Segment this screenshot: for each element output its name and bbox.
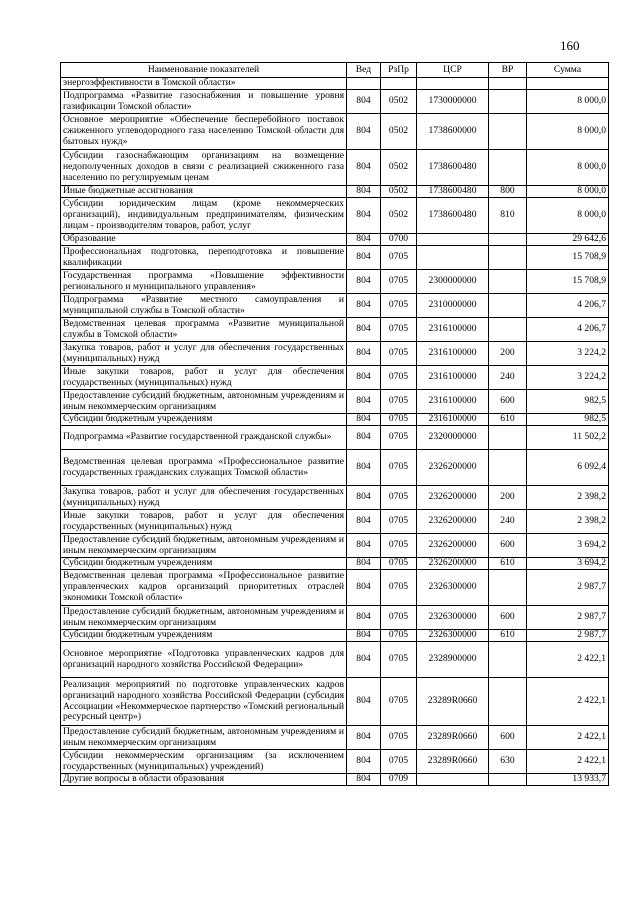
cell-sum: 2 422,1 [527,726,609,750]
cell-csr: 2316100000 [417,318,489,342]
cell-sum: 4 206,7 [527,294,609,318]
cell-csr: 2326200000 [417,558,489,570]
table-row [61,186,609,198]
cell-rzpr: 0709 [381,774,417,786]
table-row [61,270,609,294]
cell-vr [489,78,527,90]
cell-csr [417,774,489,786]
cell-sum: 29 642,6 [527,234,609,246]
cell-vr [489,318,527,342]
cell-csr [417,78,489,90]
table-row [61,678,609,726]
cell-rzpr: 0502 [381,114,417,150]
budget-table [60,62,609,786]
cell-rzpr: 0705 [381,534,417,558]
table-row [61,726,609,750]
cell-ved: 804 [347,486,381,510]
header-vr: ВР [489,63,527,78]
cell-csr [417,234,489,246]
cell-vr: 200 [489,342,527,366]
cell-ved: 804 [347,90,381,114]
cell-rzpr: 0705 [381,558,417,570]
cell-rzpr: 0502 [381,90,417,114]
cell-sum: 2 422,1 [527,678,609,726]
cell-vr [489,426,527,450]
table-row [61,318,609,342]
cell-name: Ведомственная целевая программа «Развитие муниципальной службы в Томской области» [61,318,347,342]
cell-ved: 804 [347,390,381,414]
cell-name: Реализация мероприятий по подготовке управленческих кадров организаций народного хозяйства Российской Федерации (субсидия Ассоциации «Некоммерческое партнерство «Томский региональный ресурсный центр») [61,678,347,726]
cell-sum: 2 987,7 [527,606,609,630]
table-row [61,426,609,450]
cell-ved: 804 [347,414,381,426]
cell-ved: 804 [347,114,381,150]
cell-ved [347,78,381,90]
cell-name: Предоставление субсидий бюджетным, автономным учреждениям и иным некоммерческим организациям [61,390,347,414]
cell-ved: 804 [347,234,381,246]
cell-sum: 8 000,0 [527,186,609,198]
cell-sum: 2 398,2 [527,486,609,510]
cell-name: Другие вопросы в области образования [61,774,347,786]
cell-sum: 3 694,2 [527,534,609,558]
table-row [61,510,609,534]
cell-vr: 610 [489,414,527,426]
cell-rzpr: 0705 [381,390,417,414]
page-number: 160 [560,38,580,53]
header-rzpr: РзПр [381,63,417,78]
cell-csr: 2326300000 [417,630,489,642]
cell-csr: 23289R0660 [417,750,489,774]
cell-ved: 804 [347,558,381,570]
cell-name: Предоставление субсидий бюджетным, автономным учреждениям и иным некоммерческим организациям [61,606,347,630]
cell-name: Основное мероприятие «Подготовка управленческих кадров для организаций народного хозяйства Российской Федерации» [61,642,347,678]
cell-ved: 804 [347,774,381,786]
cell-ved: 804 [347,678,381,726]
cell-vr [489,246,527,270]
table-row [61,414,609,426]
cell-ved: 804 [347,450,381,486]
cell-csr: 2316100000 [417,366,489,390]
table-row [61,78,609,90]
cell-rzpr: 0502 [381,150,417,186]
cell-name: Предоставление субсидий бюджетным, автономным учреждениям и иным некоммерческим организациям [61,534,347,558]
cell-ved: 804 [347,510,381,534]
cell-csr: 2326200000 [417,486,489,510]
cell-sum [527,78,609,90]
cell-name: Субсидии бюджетным учреждениям [61,630,347,642]
cell-csr: 2300000000 [417,270,489,294]
table-row [61,390,609,414]
cell-name: Подпрограмма «Развитие государственной гражданской службы» [61,426,347,450]
cell-ved: 804 [347,318,381,342]
cell-ved: 804 [347,366,381,390]
cell-name: Иные закупки товаров, работ и услуг для обеспечения государственных (муниципальных) нужд [61,510,347,534]
table-row [61,534,609,558]
cell-rzpr: 0502 [381,198,417,234]
cell-rzpr: 0705 [381,294,417,318]
table-row [61,606,609,630]
cell-vr: 600 [489,390,527,414]
cell-csr: 1730000000 [417,90,489,114]
cell-ved: 804 [347,750,381,774]
cell-vr: 600 [489,726,527,750]
table-row [61,486,609,510]
table-row [61,774,609,786]
cell-rzpr: 0502 [381,186,417,198]
cell-name: Субсидии газоснабжающим организациям на возмещение недополученных доходов в связи с реализацией сжиженного газа населению по регулируемым ценам [61,150,347,186]
cell-sum: 2 422,1 [527,750,609,774]
cell-ved: 804 [347,294,381,318]
cell-csr: 2316100000 [417,390,489,414]
table-row [61,450,609,486]
cell-vr [489,270,527,294]
cell-sum: 3 224,2 [527,342,609,366]
cell-name: Закупка товаров, работ и услуг для обеспечения государственных (муниципальных) нужд [61,486,347,510]
cell-name: Субсидии бюджетным учреждениям [61,558,347,570]
cell-name: Ведомственная целевая программа «Профессиональное развитие государственных гражданских служащих Томской области» [61,450,347,486]
table-row [61,366,609,390]
table-row [61,342,609,366]
cell-csr: 2326300000 [417,606,489,630]
table-row [61,150,609,186]
cell-ved: 804 [347,534,381,558]
cell-name: энергоэффективности в Томской области» [61,78,347,90]
cell-vr: 600 [489,606,527,630]
cell-vr: 240 [489,510,527,534]
table-row [61,90,609,114]
cell-rzpr: 0705 [381,510,417,534]
table-row [61,642,609,678]
cell-rzpr: 0705 [381,750,417,774]
table-header-row [61,63,609,78]
cell-ved: 804 [347,606,381,630]
cell-csr: 1738600480 [417,186,489,198]
cell-vr [489,642,527,678]
cell-vr [489,234,527,246]
table-row [61,114,609,150]
cell-vr: 200 [489,486,527,510]
cell-sum: 2 398,2 [527,510,609,534]
cell-name: Ведомственная целевая программа «Профессиональное развитие управленческих кадров организаций приоритетных отраслей экономики Томской области» [61,570,347,606]
cell-rzpr: 0705 [381,606,417,630]
cell-rzpr: 0705 [381,450,417,486]
cell-rzpr: 0705 [381,570,417,606]
table-row [61,630,609,642]
cell-vr [489,150,527,186]
cell-csr: 2316100000 [417,414,489,426]
table-row [61,558,609,570]
cell-sum: 8 000,0 [527,150,609,186]
cell-sum: 3 694,2 [527,558,609,570]
cell-sum: 3 224,2 [527,366,609,390]
table-row [61,198,609,234]
cell-sum: 2 987,7 [527,630,609,642]
cell-csr: 2326300000 [417,570,489,606]
cell-sum: 982,5 [527,414,609,426]
cell-csr: 2328900000 [417,642,489,678]
cell-vr: 240 [489,366,527,390]
cell-rzpr: 0705 [381,726,417,750]
cell-sum: 6 092,4 [527,450,609,486]
cell-name: Субсидии юридическим лицам (кроме некоммерческих организаций), индивидуальным предпринимателям, физическим лицам - производителям товаров, работ, услуг [61,198,347,234]
cell-ved: 804 [347,270,381,294]
cell-ved: 804 [347,246,381,270]
cell-csr: 2310000000 [417,294,489,318]
cell-csr [417,246,489,270]
cell-name: Субсидии некоммерческим организациям (за исключением государственных (муниципальных) учреждений) [61,750,347,774]
cell-csr: 23289R0660 [417,678,489,726]
cell-vr: 610 [489,630,527,642]
cell-name: Государственная программа «Повышение эффективности регионального и муниципального управления» [61,270,347,294]
table-body [61,78,609,786]
cell-name: Подпрограмма «Развитие местного самоуправления и муниципальной службы в Томской области» [61,294,347,318]
cell-vr: 800 [489,186,527,198]
cell-name: Образование [61,234,347,246]
cell-name: Предоставление субсидий бюджетным, автономным учреждениям и иным некоммерческим организациям [61,726,347,750]
cell-vr [489,294,527,318]
cell-csr: 2316100000 [417,342,489,366]
cell-rzpr: 0705 [381,246,417,270]
cell-vr: 810 [489,198,527,234]
cell-sum: 15 708,9 [527,270,609,294]
cell-rzpr: 0705 [381,270,417,294]
cell-vr [489,450,527,486]
cell-csr: 1738600480 [417,198,489,234]
cell-csr: 1738600000 [417,114,489,150]
cell-name: Профессиональная подготовка, переподготовка и повышение квалификации [61,246,347,270]
cell-ved: 804 [347,726,381,750]
cell-name: Субсидии бюджетным учреждениям [61,414,347,426]
cell-ved: 804 [347,198,381,234]
cell-vr [489,678,527,726]
cell-sum: 2 987,7 [527,570,609,606]
cell-name: Иные бюджетные ассигнования [61,186,347,198]
cell-name: Закупка товаров, работ и услуг для обеспечения государственных (муниципальных) нужд [61,342,347,366]
cell-rzpr: 0705 [381,366,417,390]
cell-rzpr: 0705 [381,426,417,450]
cell-sum: 8 000,0 [527,114,609,150]
cell-vr: 610 [489,558,527,570]
cell-name: Иные закупки товаров, работ и услуг для обеспечения государственных (муниципальных) нужд [61,366,347,390]
cell-csr: 2326200000 [417,450,489,486]
table-row [61,246,609,270]
cell-vr [489,774,527,786]
cell-csr: 1738600480 [417,150,489,186]
cell-csr: 23289R0660 [417,726,489,750]
table-row [61,750,609,774]
cell-rzpr: 0705 [381,630,417,642]
cell-vr: 600 [489,534,527,558]
cell-csr: 2326200000 [417,510,489,534]
header-name: Наименование показателей [61,63,347,78]
header-ved: Вед [347,63,381,78]
cell-sum: 4 206,7 [527,318,609,342]
cell-vr: 630 [489,750,527,774]
cell-ved: 804 [347,426,381,450]
cell-sum: 15 708,9 [527,246,609,270]
cell-vr [489,90,527,114]
cell-csr: 2326200000 [417,534,489,558]
table-row [61,234,609,246]
cell-ved: 804 [347,186,381,198]
cell-ved: 804 [347,150,381,186]
cell-ved: 804 [347,642,381,678]
cell-rzpr: 0705 [381,342,417,366]
cell-rzpr: 0705 [381,678,417,726]
cell-rzpr [381,78,417,90]
cell-rzpr: 0705 [381,318,417,342]
cell-rzpr: 0700 [381,234,417,246]
cell-ved: 804 [347,570,381,606]
cell-rzpr: 0705 [381,642,417,678]
cell-name: Подпрограмма «Развитие газоснабжения и повышение уровня газификации Томской области» [61,90,347,114]
cell-ved: 804 [347,342,381,366]
cell-sum: 13 933,7 [527,774,609,786]
table-row [61,294,609,318]
cell-sum: 11 502,2 [527,426,609,450]
cell-rzpr: 0705 [381,486,417,510]
cell-sum: 8 000,0 [527,198,609,234]
cell-sum: 8 000,0 [527,90,609,114]
cell-sum: 982,5 [527,390,609,414]
table-row [61,570,609,606]
cell-vr [489,114,527,150]
cell-ved: 804 [347,630,381,642]
cell-sum: 2 422,1 [527,642,609,678]
cell-rzpr: 0705 [381,414,417,426]
cell-csr: 2320000000 [417,426,489,450]
header-sum: Сумма [527,63,609,78]
cell-name: Основное мероприятие «Обеспечение бесперебойного поставок сжиженного углеводородного газа населению Томской области для бытовых нужд» [61,114,347,150]
cell-vr [489,570,527,606]
header-csr: ЦСР [417,63,489,78]
